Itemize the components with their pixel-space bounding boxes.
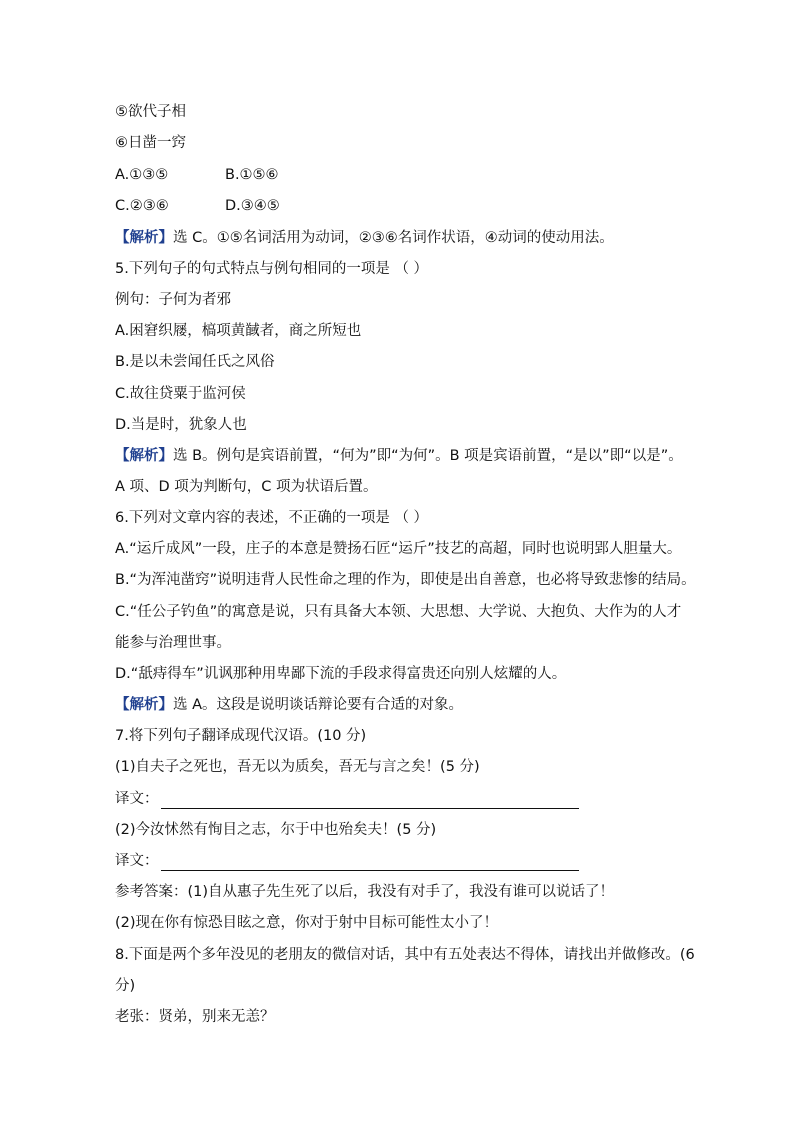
analysis-text: 选 C。①⑤名词活用为动词，②③⑥名词作状语，④动词的使动用法。 xyxy=(173,230,614,246)
q4-option-c: C.②③⑥ xyxy=(115,198,169,214)
q6-option-c: C.“任公子钓鱼”的寓意是说，只有具备大本领、大思想、大学说、大抱负、大作为的人才 xyxy=(115,604,682,620)
q8-stem-continued: 分) xyxy=(115,978,136,994)
q4-analysis xyxy=(115,228,614,248)
analysis-text: 选 B。例句是宾语前置，“何为”即“为何”。B 项是宾语前置，“是以”即“以是”。 xyxy=(173,448,683,464)
q7-sentence-2: (2)今汝怵然有恂目之志，尔于中也殆矣夫！(5 分) xyxy=(115,822,437,838)
translation-label: 译文： xyxy=(115,853,159,869)
q4-option-b: B.①⑤⑥ xyxy=(225,167,279,183)
q6-option-d: D.“舐痔得车”讥讽那种用卑鄙下流的手段求得富贵还向别人炫耀的人。 xyxy=(115,666,567,682)
q4-option-d: D.③④⑤ xyxy=(225,198,280,214)
q4-option-a: A.①③⑤ xyxy=(115,167,169,183)
q5-example: 例句：子何为者邪 xyxy=(115,292,231,308)
q4-item-6: ⑥日凿一窍 xyxy=(115,135,186,151)
q6-option-c-continued: 能参与治理世事。 xyxy=(115,635,231,651)
q5-option-c: C.故往贷粟于监河侯 xyxy=(115,386,246,402)
q7-stem: 7.将下列句子翻译成现代汉语。(10 分) xyxy=(115,728,367,744)
q5-stem: 5.下列句子的句式特点与例句相同的一项是 （ ） xyxy=(115,261,429,277)
q5-option-a: A.困窘织屦，槁项黄馘者，商之所短也 xyxy=(115,323,362,339)
q6-stem: 6.下列对文章内容的表述，不正确的一项是 （ ） xyxy=(115,510,429,526)
translation-answer-line xyxy=(161,793,579,809)
translation-answer-line xyxy=(161,855,579,871)
q8-stem: 8.下面是两个多年没见的老朋友的微信对话，其中有五处表达不得体，请找出并做修改。(6 xyxy=(115,947,695,963)
translation-label: 译文： xyxy=(115,791,159,807)
q8-dialogue-line-1: 老张：贤弟，别来无恙？ xyxy=(115,1009,275,1025)
q4-options-row-2 xyxy=(115,196,280,216)
q5-option-b: B.是以未尝闻任氏之风俗 xyxy=(115,354,275,370)
analysis-tag: 【解析】 xyxy=(115,230,173,246)
q5-analysis xyxy=(115,446,683,466)
q6-option-b: B.“为浑沌凿窍”说明违背人民性命之理的作为，即使是出自善意，也必将导致悲惨的结局。 xyxy=(115,572,696,588)
q6-analysis xyxy=(115,695,463,715)
q7-translation-1 xyxy=(115,789,579,809)
q5-option-d: D.当是时，犹象人也 xyxy=(115,417,247,433)
q5-analysis-continued: A 项、D 项为判断句，C 项为状语后置。 xyxy=(115,479,378,495)
q6-option-a: A.“运斤成风”一段，庄子的本意是赞扬石匠“运斤”技艺的高超，同时也说明郢人胆量大。 xyxy=(115,541,682,557)
q7-sentence-1: (1)自夫子之死也，吾无以为质矣，吾无与言之矣！(5 分) xyxy=(115,759,480,775)
q7-reference-answer-1: 参考答案：(1)自从惠子先生死了以后，我没有对手了，我没有谁可以说话了！ xyxy=(115,884,615,900)
q7-reference-answer-2: (2)现在你有惊恐目眩之意，你对于射中目标可能性太小了！ xyxy=(115,915,499,931)
analysis-tag: 【解析】 xyxy=(115,448,173,464)
q4-options-row-1 xyxy=(115,165,279,185)
analysis-tag: 【解析】 xyxy=(115,697,173,713)
q4-item-5: ⑤欲代子相 xyxy=(115,104,186,120)
q7-translation-2 xyxy=(115,851,579,871)
analysis-text: 选 A。这段是说明谈话辩论要有合适的对象。 xyxy=(173,697,464,713)
